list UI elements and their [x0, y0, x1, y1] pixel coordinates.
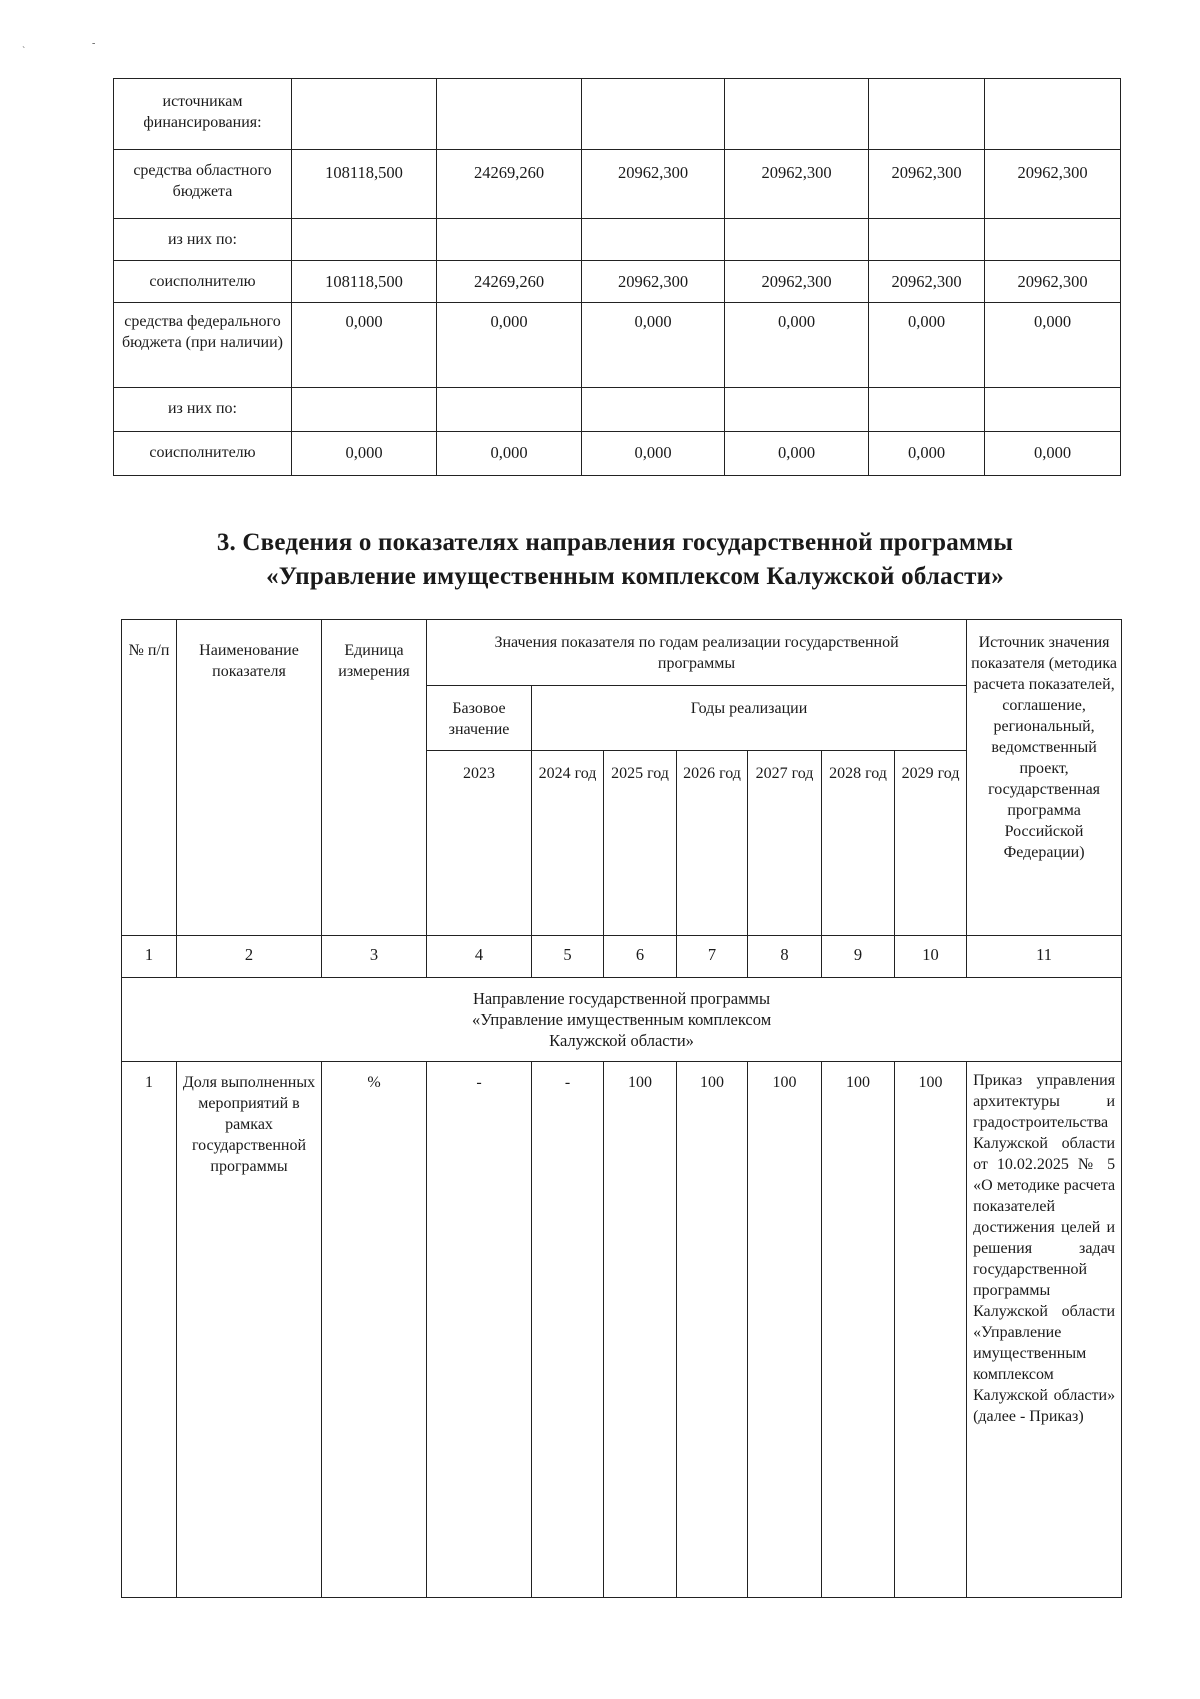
value-cell: [437, 219, 582, 261]
row-label: источникам финансирования:: [114, 79, 292, 150]
direction-row: [122, 978, 1122, 1062]
header-values-group: Значения показателя по годам реализации государственной программы: [427, 620, 967, 686]
table-row: [114, 388, 1121, 432]
row-label: из них по:: [114, 219, 292, 261]
column-number: 10: [895, 936, 967, 978]
value-cell: [582, 388, 725, 432]
header-year: 2028 год: [822, 751, 895, 936]
row-label: средства областного бюджета: [114, 150, 292, 219]
header-num: № п/п: [122, 620, 177, 936]
column-number: 5: [532, 936, 604, 978]
column-numbers-row: [122, 936, 1122, 978]
header-year: 2026 год: [677, 751, 748, 936]
header-source: Источник значения показателя (методика расчета показателей, соглашение, региональный, ведомственный проект, государственная программа Российской Федерации): [967, 620, 1122, 936]
value-cell: 0,000: [582, 432, 725, 476]
value-cell: [292, 79, 437, 150]
base-value: -: [427, 1062, 532, 1598]
column-number: 11: [967, 936, 1122, 978]
value-cell: [725, 388, 869, 432]
value-cell: [437, 388, 582, 432]
value-cell: 24269,260: [437, 261, 582, 303]
value-cell: [985, 79, 1121, 150]
value-cell: [869, 388, 985, 432]
value-cell: 20962,300: [582, 150, 725, 219]
indicator-unit: %: [322, 1062, 427, 1598]
year-value: 100: [822, 1062, 895, 1598]
value-cell: [582, 79, 725, 150]
value-cell: 0,000: [725, 432, 869, 476]
section-title-line2: «Управление имущественным комплексом Калужской области»: [266, 563, 1004, 590]
column-number: 8: [748, 936, 822, 978]
header-years-group: Годы реализации: [532, 686, 967, 751]
header-year: 2024 год: [532, 751, 604, 936]
scan-mark: -: [92, 38, 96, 49]
header-year: 2029 год: [895, 751, 967, 936]
table-row: [114, 219, 1121, 261]
header-year: 2025 год: [604, 751, 677, 936]
value-cell: 20962,300: [725, 150, 869, 219]
header-year: 2027 год: [748, 751, 822, 936]
value-cell: 0,000: [582, 303, 725, 388]
year-value: 100: [895, 1062, 967, 1598]
column-number: 2: [177, 936, 322, 978]
table-row: [114, 150, 1121, 219]
column-number: 3: [322, 936, 427, 978]
column-number: 6: [604, 936, 677, 978]
row-num: 1: [122, 1062, 177, 1598]
row-label: из них по:: [114, 388, 292, 432]
value-cell: 108118,500: [292, 150, 437, 219]
value-cell: 0,000: [869, 303, 985, 388]
section-title-line1: 3. Сведения о показателях направления государственной программы: [216, 529, 1014, 556]
value-cell: [869, 79, 985, 150]
value-cell: [437, 79, 582, 150]
value-cell: 20962,300: [985, 150, 1121, 219]
value-cell: [725, 219, 869, 261]
value-cell: 0,000: [437, 303, 582, 388]
direction-label: Направление государственной программы «Управление имущественным комплексом Калужской области»: [122, 978, 1122, 1062]
value-cell: 108118,500: [292, 261, 437, 303]
row-label: средства федерального бюджета (при наличии): [114, 303, 292, 388]
column-number: 7: [677, 936, 748, 978]
value-cell: 20962,300: [985, 261, 1121, 303]
header-base-year: 2023: [427, 751, 532, 936]
value-cell: [292, 388, 437, 432]
value-cell: 20962,300: [869, 150, 985, 219]
table-row: [114, 261, 1121, 303]
column-number: 9: [822, 936, 895, 978]
value-cell: 0,000: [437, 432, 582, 476]
table-row: [114, 79, 1121, 150]
row-label: соисполнителю: [114, 432, 292, 476]
value-cell: 20962,300: [582, 261, 725, 303]
value-cell: 20962,300: [725, 261, 869, 303]
value-cell: [725, 79, 869, 150]
year-value: 100: [604, 1062, 677, 1598]
header-unit: Единица измерения: [322, 620, 427, 936]
table-row: [114, 303, 1121, 388]
year-value: -: [532, 1062, 604, 1598]
column-number: 1: [122, 936, 177, 978]
year-value: 100: [748, 1062, 822, 1598]
financing-table: [113, 78, 1121, 476]
header-name: Наименование показателя: [177, 620, 322, 936]
indicators-table: [121, 619, 1122, 1598]
section-title: [120, 526, 1080, 594]
indicator-source: Приказ управления архитектуры и градостроительства Калужской области от 10.02.2025 № 5 «О методике расчета показателей достижения целей и решения задач государственной программы Калужской области «Управление имущественным комплексом Калужской области» (далее - Приказ): [967, 1062, 1122, 1598]
header-base: Базовое значение: [427, 686, 532, 751]
table-row: [114, 432, 1121, 476]
scan-mark: `: [22, 46, 26, 57]
row-label: соисполнителю: [114, 261, 292, 303]
value-cell: [985, 219, 1121, 261]
indicator-name: Доля выполненных мероприятий в рамках государственной программы: [177, 1062, 322, 1598]
value-cell: 20962,300: [869, 261, 985, 303]
value-cell: 0,000: [985, 303, 1121, 388]
value-cell: 0,000: [292, 432, 437, 476]
column-number: 4: [427, 936, 532, 978]
value-cell: [985, 388, 1121, 432]
value-cell: [582, 219, 725, 261]
table-row: [122, 1062, 1122, 1598]
value-cell: 0,000: [725, 303, 869, 388]
value-cell: 24269,260: [437, 150, 582, 219]
year-value: 100: [677, 1062, 748, 1598]
value-cell: 0,000: [985, 432, 1121, 476]
value-cell: 0,000: [292, 303, 437, 388]
header-row: [122, 620, 1122, 686]
value-cell: 0,000: [869, 432, 985, 476]
value-cell: [292, 219, 437, 261]
value-cell: [869, 219, 985, 261]
